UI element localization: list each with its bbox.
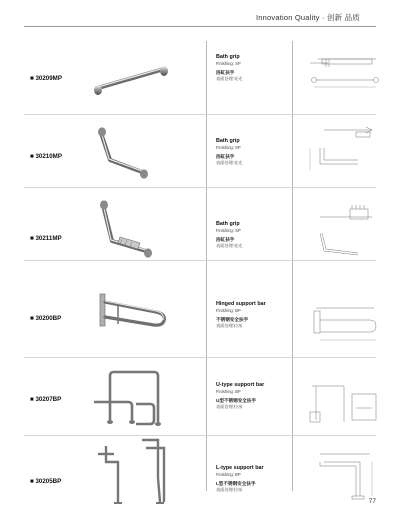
product-info — [216, 138, 288, 166]
product-name: Hinged support bar — [216, 301, 266, 307]
product-finish-cn: 表面处理:亮光 — [216, 160, 243, 165]
product-name-cn: 浴缸扶手 — [216, 70, 235, 75]
product-finish: Finishing: BP — [216, 388, 241, 394]
product-code: ■ 30210MP — [30, 153, 62, 160]
product-info — [216, 221, 288, 249]
product-code: ■ 30209MP — [30, 75, 62, 82]
product-info — [216, 301, 288, 329]
bath-grip-straight-photo — [84, 41, 184, 114]
bath-grip-with-soap-dish-photo — [84, 187, 184, 260]
technical-drawing — [296, 432, 382, 505]
product-info — [216, 465, 288, 493]
product-name: Bath grip — [216, 54, 240, 60]
product-finish-cn: 表面处理:亮光 — [216, 76, 243, 81]
product-row — [0, 187, 400, 260]
product-row — [0, 284, 400, 357]
technical-drawing — [296, 114, 382, 187]
header-rule — [24, 26, 376, 27]
product-finish-cn: 表面处理:拉丝 — [216, 323, 243, 328]
hinged-support-bar-photo — [84, 284, 184, 357]
product-name: Bath grip — [216, 221, 240, 227]
product-finish-cn: 表面处理:亮光 — [216, 243, 243, 248]
l-type-support-bar-photo — [84, 432, 184, 505]
product-name-cn: L型不锈钢安全扶手 — [216, 481, 256, 486]
product-name: U-type support bar — [216, 382, 265, 388]
product-name-cn: 浴缸扶手 — [216, 237, 235, 242]
product-name-cn: 浴缸扶手 — [216, 154, 235, 159]
product-code: ■ 30205BP — [30, 478, 62, 485]
product-row — [0, 41, 400, 114]
product-row — [0, 362, 400, 435]
product-name-cn: 不锈钢安全扶手 — [216, 317, 249, 322]
product-name-cn: U型不锈钢安全扶手 — [216, 398, 257, 403]
product-row — [0, 114, 400, 187]
technical-drawing — [296, 362, 382, 435]
product-code: ■ 30211MP — [30, 235, 62, 242]
product-row — [0, 432, 400, 505]
bath-grip-angled-photo — [84, 114, 184, 187]
product-info — [216, 382, 288, 410]
product-finish: Finishing: SP — [216, 144, 241, 150]
row-divider — [24, 260, 376, 261]
product-name: L-type support bar — [216, 465, 264, 471]
u-type-support-bar-photo — [84, 362, 184, 435]
product-info — [216, 54, 288, 82]
page-header-title: Innovation Quality · 创新 品质 — [256, 13, 360, 22]
product-finish-cn: 表面处理:拉丝 — [216, 404, 243, 409]
product-finish: Finishing: SP — [216, 60, 241, 66]
technical-drawing — [296, 284, 382, 357]
product-code: ■ 30207BP — [30, 396, 62, 403]
row-divider — [24, 357, 376, 358]
product-finish: Finishing: BP — [216, 471, 241, 477]
product-finish-cn: 表面处理:拉丝 — [216, 487, 243, 492]
product-finish: Finishing: BP — [216, 307, 241, 313]
product-finish: Finishing: SP — [216, 227, 241, 233]
product-code: ■ 30200BP — [30, 315, 62, 322]
technical-drawing — [296, 41, 382, 114]
product-name: Bath grip — [216, 138, 240, 144]
page-number: 77 — [368, 498, 376, 505]
technical-drawing — [296, 187, 382, 260]
